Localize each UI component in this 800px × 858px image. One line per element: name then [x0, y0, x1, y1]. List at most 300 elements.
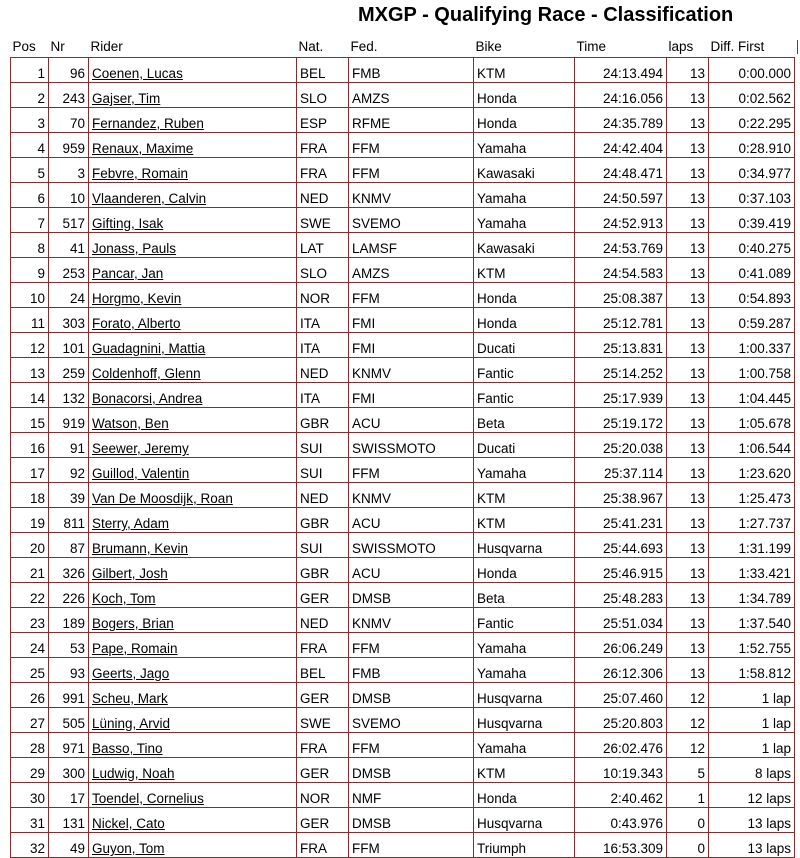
federation-cell: FFM — [349, 133, 474, 158]
bike-cell: Fantic — [474, 608, 575, 633]
pos-cell: 26 — [11, 683, 49, 708]
time-cell: 25:17.939 — [575, 383, 667, 408]
pos-cell: 5 — [11, 158, 49, 183]
laps-cell: 12 — [667, 708, 709, 733]
diff-first-cell: 13 laps — [709, 833, 795, 858]
laps-cell: 13 — [667, 458, 709, 483]
nationality-cell: GER — [297, 758, 349, 783]
pos-cell: 4 — [11, 133, 49, 158]
rider-cell — [89, 783, 297, 808]
bike-cell: Yamaha — [474, 458, 575, 483]
rider-cell — [89, 483, 297, 508]
bike-cell: Ducati — [474, 433, 575, 458]
rider-link[interactable]: Guillod, Valentin — [92, 466, 190, 481]
number-cell: 93 — [49, 658, 89, 683]
laps-cell: 0 — [667, 833, 709, 858]
pos-cell: 19 — [11, 508, 49, 533]
table-row — [11, 158, 795, 183]
diff-first-cell: 1 lap — [709, 708, 795, 733]
laps-cell: 13 — [667, 258, 709, 283]
rider-link[interactable]: Guadagnini, Mattia — [92, 341, 206, 356]
table-body — [11, 58, 795, 858]
table-row — [11, 733, 795, 758]
rider-link[interactable]: Gajser, Tim — [92, 91, 161, 106]
federation-cell: DMSB — [349, 758, 474, 783]
diff-first-cell: 12 laps — [709, 783, 795, 808]
bike-cell: Beta — [474, 583, 575, 608]
diff-first-cell: 0:54.893 — [709, 283, 795, 308]
nationality-cell: SLO — [297, 258, 349, 283]
pos-cell: 18 — [11, 483, 49, 508]
pos-cell: 9 — [11, 258, 49, 283]
number-cell: 41 — [49, 233, 89, 258]
rider-link[interactable]: Watson, Ben — [92, 416, 169, 431]
diff-first-cell: 1:06.544 — [709, 433, 795, 458]
pos-cell: 16 — [11, 433, 49, 458]
bike-cell: Yamaha — [474, 633, 575, 658]
nationality-cell: NED — [297, 358, 349, 383]
time-cell: 26:02.476 — [575, 733, 667, 758]
number-cell: 101 — [49, 333, 89, 358]
col-header-nat: Nat. — [297, 36, 349, 58]
rider-cell — [89, 308, 297, 333]
time-cell: 24:52.913 — [575, 208, 667, 233]
pos-cell: 30 — [11, 783, 49, 808]
rider-link[interactable]: Bogers, Brian — [92, 616, 174, 631]
table-row — [11, 333, 795, 358]
diff-first-cell: 1:52.755 — [709, 633, 795, 658]
rider-link[interactable]: Gifting, Isak — [92, 216, 164, 231]
time-cell: 24:13.494 — [575, 58, 667, 83]
time-cell: 24:54.583 — [575, 258, 667, 283]
laps-cell: 13 — [667, 183, 709, 208]
federation-cell: FMB — [349, 58, 474, 83]
laps-cell: 5 — [667, 758, 709, 783]
rider-cell — [89, 458, 297, 483]
rider-cell — [89, 533, 297, 558]
number-cell: 959 — [49, 133, 89, 158]
rider-link[interactable]: Febvre, Romain — [92, 166, 189, 181]
pos-cell: 15 — [11, 408, 49, 433]
diff-first-cell: 1:34.789 — [709, 583, 795, 608]
rider-link[interactable]: Horgmo, Kevin — [92, 291, 182, 306]
table-edge-divider — [797, 40, 798, 54]
pos-cell: 7 — [11, 208, 49, 233]
laps-cell: 13 — [667, 658, 709, 683]
rider-link[interactable]: Ludwig, Noah — [92, 766, 175, 781]
number-cell: 24 — [49, 283, 89, 308]
bike-cell: Kawasaki — [474, 233, 575, 258]
bike-cell: Husqvarna — [474, 808, 575, 833]
time-cell: 24:48.471 — [575, 158, 667, 183]
nationality-cell: FRA — [297, 158, 349, 183]
federation-cell: FMI — [349, 308, 474, 333]
number-cell: 132 — [49, 383, 89, 408]
table-row — [11, 783, 795, 808]
col-header-bike: Bike — [474, 36, 575, 58]
nationality-cell: SUI — [297, 458, 349, 483]
rider-link[interactable]: Van De Moosdijk, Roan — [92, 491, 233, 506]
laps-cell: 13 — [667, 58, 709, 83]
federation-cell: FFM — [349, 633, 474, 658]
nationality-cell: SUI — [297, 433, 349, 458]
diff-first-cell: 1:25.473 — [709, 483, 795, 508]
table-row — [11, 833, 795, 858]
rider-cell — [89, 408, 297, 433]
number-cell: 39 — [49, 483, 89, 508]
laps-cell: 13 — [667, 433, 709, 458]
nationality-cell: BEL — [297, 658, 349, 683]
federation-cell: ACU — [349, 408, 474, 433]
pos-cell: 20 — [11, 533, 49, 558]
number-cell: 92 — [49, 458, 89, 483]
diff-first-cell: 1:00.758 — [709, 358, 795, 383]
time-cell: 25:12.781 — [575, 308, 667, 333]
nationality-cell: GER — [297, 583, 349, 608]
nationality-cell: GER — [297, 808, 349, 833]
table-row — [11, 58, 795, 83]
number-cell: 10 — [49, 183, 89, 208]
bike-cell: Honda — [474, 558, 575, 583]
rider-cell — [89, 283, 297, 308]
diff-first-cell: 0:41.089 — [709, 258, 795, 283]
time-cell: 26:06.249 — [575, 633, 667, 658]
nationality-cell: NOR — [297, 783, 349, 808]
table-row — [11, 508, 795, 533]
rider-cell — [89, 683, 297, 708]
time-cell: 24:35.789 — [575, 108, 667, 133]
federation-cell: SVEMO — [349, 208, 474, 233]
rider-cell — [89, 333, 297, 358]
time-cell: 24:50.597 — [575, 183, 667, 208]
laps-cell: 13 — [667, 333, 709, 358]
laps-cell: 13 — [667, 108, 709, 133]
table-row — [11, 433, 795, 458]
bike-cell: KTM — [474, 258, 575, 283]
number-cell: 517 — [49, 208, 89, 233]
bike-cell: Honda — [474, 83, 575, 108]
time-cell: 25:08.387 — [575, 283, 667, 308]
bike-cell: Husqvarna — [474, 708, 575, 733]
bike-cell: Honda — [474, 308, 575, 333]
nationality-cell: NED — [297, 608, 349, 633]
diff-first-cell: 1:04.445 — [709, 383, 795, 408]
diff-first-cell: 1:05.678 — [709, 408, 795, 433]
rider-cell — [89, 208, 297, 233]
laps-cell: 13 — [667, 383, 709, 408]
rider-link[interactable]: Coenen, Lucas — [92, 66, 183, 81]
diff-first-cell: 0:28.910 — [709, 133, 795, 158]
rider-link[interactable]: Geerts, Jago — [92, 666, 170, 681]
rider-link[interactable]: Fernandez, Ruben — [92, 116, 204, 131]
time-cell: 25:13.831 — [575, 333, 667, 358]
time-cell: 24:53.769 — [575, 233, 667, 258]
rider-cell — [89, 833, 297, 858]
federation-cell: KNMV — [349, 358, 474, 383]
bike-cell: KTM — [474, 758, 575, 783]
time-cell: 16:53.309 — [575, 833, 667, 858]
pos-cell: 31 — [11, 808, 49, 833]
rider-link[interactable]: Renaux, Maxime — [92, 141, 194, 156]
nationality-cell: GBR — [297, 558, 349, 583]
diff-first-cell: 1:58.812 — [709, 658, 795, 683]
table-row — [11, 708, 795, 733]
time-cell: 25:37.114 — [575, 458, 667, 483]
time-cell: 25:46.915 — [575, 558, 667, 583]
nationality-cell: ITA — [297, 383, 349, 408]
pos-cell: 8 — [11, 233, 49, 258]
col-header-laps: laps — [667, 36, 709, 58]
laps-cell: 13 — [667, 558, 709, 583]
table-row — [11, 808, 795, 833]
diff-first-cell: 1:23.620 — [709, 458, 795, 483]
nationality-cell: BEL — [297, 58, 349, 83]
rider-cell — [89, 733, 297, 758]
diff-first-cell: 1 lap — [709, 683, 795, 708]
federation-cell: ACU — [349, 558, 474, 583]
federation-cell: ACU — [349, 508, 474, 533]
bike-cell: Honda — [474, 283, 575, 308]
laps-cell: 13 — [667, 133, 709, 158]
federation-cell: KNMV — [349, 183, 474, 208]
laps-cell: 1 — [667, 783, 709, 808]
rider-link[interactable]: Jonass, Pauls — [92, 241, 177, 256]
bike-cell: Fantic — [474, 358, 575, 383]
pos-cell: 11 — [11, 308, 49, 333]
laps-cell: 0 — [667, 808, 709, 833]
federation-cell: FFM — [349, 733, 474, 758]
page-title: MXGP - Qualifying Race - Classification — [358, 4, 734, 26]
number-cell: 87 — [49, 533, 89, 558]
number-cell: 91 — [49, 433, 89, 458]
bike-cell: Husqvarna — [474, 683, 575, 708]
pos-cell: 21 — [11, 558, 49, 583]
rider-link[interactable]: Pape, Romain — [92, 641, 178, 656]
diff-first-cell: 0:39.419 — [709, 208, 795, 233]
bike-cell: Yamaha — [474, 733, 575, 758]
nationality-cell: ITA — [297, 333, 349, 358]
number-cell: 300 — [49, 758, 89, 783]
nationality-cell: ITA — [297, 308, 349, 333]
col-header-pos: Pos — [11, 36, 49, 58]
rider-link[interactable]: Vlaanderen, Calvin — [92, 191, 207, 206]
table-row — [11, 283, 795, 308]
pos-cell: 1 — [11, 58, 49, 83]
laps-cell: 13 — [667, 508, 709, 533]
federation-cell: DMSB — [349, 683, 474, 708]
rider-link[interactable]: Pancar, Jan — [92, 266, 164, 281]
laps-cell: 13 — [667, 408, 709, 433]
time-cell: 0:43.976 — [575, 808, 667, 833]
table-row — [11, 558, 795, 583]
pos-cell: 17 — [11, 458, 49, 483]
rider-link[interactable]: Koch, Tom — [92, 591, 156, 606]
table-row — [11, 533, 795, 558]
rider-link[interactable]: Lüning, Arvid — [92, 716, 171, 731]
pos-cell: 23 — [11, 608, 49, 633]
laps-cell: 13 — [667, 358, 709, 383]
bike-cell: Husqvarna — [474, 533, 575, 558]
pos-cell: 27 — [11, 708, 49, 733]
diff-first-cell: 0:40.275 — [709, 233, 795, 258]
number-cell: 326 — [49, 558, 89, 583]
time-cell: 24:42.404 — [575, 133, 667, 158]
rider-link[interactable]: Forato, Alberto — [92, 316, 181, 331]
number-cell: 505 — [49, 708, 89, 733]
number-cell: 259 — [49, 358, 89, 383]
number-cell: 70 — [49, 108, 89, 133]
bike-cell: Yamaha — [474, 208, 575, 233]
rider-link[interactable]: Scheu, Mark — [92, 691, 168, 706]
laps-cell: 13 — [667, 583, 709, 608]
diff-first-cell: 1:27.737 — [709, 508, 795, 533]
nationality-cell: SWE — [297, 208, 349, 233]
time-cell: 25:14.252 — [575, 358, 667, 383]
rider-link[interactable]: Bonacorsi, Andrea — [92, 391, 203, 406]
nationality-cell: SUI — [297, 533, 349, 558]
number-cell: 253 — [49, 258, 89, 283]
federation-cell: LAMSF — [349, 233, 474, 258]
time-cell: 25:07.460 — [575, 683, 667, 708]
bike-cell: Ducati — [474, 333, 575, 358]
table-row — [11, 458, 795, 483]
rider-link[interactable]: Sterry, Adam — [92, 516, 170, 531]
nationality-cell: FRA — [297, 133, 349, 158]
rider-link[interactable]: Nickel, Cato — [92, 816, 165, 831]
nationality-cell: NED — [297, 483, 349, 508]
time-cell: 25:51.034 — [575, 608, 667, 633]
rider-cell — [89, 258, 297, 283]
table-row — [11, 308, 795, 333]
nationality-cell: SLO — [297, 83, 349, 108]
number-cell: 96 — [49, 58, 89, 83]
nationality-cell: FRA — [297, 733, 349, 758]
federation-cell: DMSB — [349, 808, 474, 833]
laps-cell: 13 — [667, 308, 709, 333]
table-row — [11, 83, 795, 108]
laps-cell: 13 — [667, 208, 709, 233]
rider-link[interactable]: Gilbert, Josh — [92, 566, 168, 581]
federation-cell: RFME — [349, 108, 474, 133]
rider-cell — [89, 233, 297, 258]
pos-cell: 25 — [11, 658, 49, 683]
col-header-nr: Nr — [49, 36, 89, 58]
laps-cell: 13 — [667, 283, 709, 308]
col-header-rider: Rider — [89, 36, 297, 58]
nationality-cell: FRA — [297, 833, 349, 858]
pos-cell: 13 — [11, 358, 49, 383]
rider-link[interactable]: Toendel, Cornelius — [92, 791, 204, 806]
rider-cell — [89, 658, 297, 683]
rider-cell — [89, 608, 297, 633]
table-row — [11, 108, 795, 133]
rider-link[interactable]: Brumann, Kevin — [92, 541, 189, 556]
rider-link[interactable]: Guyon, Tom — [92, 841, 165, 856]
diff-first-cell: 8 laps — [709, 758, 795, 783]
time-cell: 10:19.343 — [575, 758, 667, 783]
nationality-cell: SWE — [297, 708, 349, 733]
time-cell: 25:44.693 — [575, 533, 667, 558]
table-row — [11, 258, 795, 283]
table-row — [11, 658, 795, 683]
time-cell: 25:20.803 — [575, 708, 667, 733]
table-row — [11, 133, 795, 158]
nationality-cell: NED — [297, 183, 349, 208]
rider-cell — [89, 508, 297, 533]
laps-cell: 12 — [667, 683, 709, 708]
rider-link[interactable]: Coldenhoff, Glenn — [92, 366, 201, 381]
diff-first-cell: 1:37.540 — [709, 608, 795, 633]
diff-first-cell: 0:34.977 — [709, 158, 795, 183]
time-cell: 25:41.231 — [575, 508, 667, 533]
federation-cell: DMSB — [349, 583, 474, 608]
bike-cell: Fantic — [474, 383, 575, 408]
table-row — [11, 583, 795, 608]
laps-cell: 13 — [667, 633, 709, 658]
pos-cell: 10 — [11, 283, 49, 308]
pos-cell: 24 — [11, 633, 49, 658]
rider-cell — [89, 158, 297, 183]
diff-first-cell: 0:22.295 — [709, 108, 795, 133]
laps-cell: 13 — [667, 83, 709, 108]
federation-cell: FFM — [349, 833, 474, 858]
laps-cell: 12 — [667, 733, 709, 758]
pos-cell: 14 — [11, 383, 49, 408]
time-cell: 2:40.462 — [575, 783, 667, 808]
number-cell: 971 — [49, 733, 89, 758]
bike-cell: KTM — [474, 483, 575, 508]
table-row — [11, 233, 795, 258]
federation-cell: FMI — [349, 383, 474, 408]
time-cell: 26:12.306 — [575, 658, 667, 683]
laps-cell: 13 — [667, 483, 709, 508]
rider-link[interactable]: Seewer, Jeremy — [92, 441, 189, 456]
rider-cell — [89, 583, 297, 608]
classification-table — [10, 36, 795, 858]
table-row — [11, 608, 795, 633]
time-cell: 25:48.283 — [575, 583, 667, 608]
diff-first-cell: 1:31.199 — [709, 533, 795, 558]
rider-cell — [89, 383, 297, 408]
pos-cell: 28 — [11, 733, 49, 758]
rider-cell — [89, 83, 297, 108]
bike-cell: Honda — [474, 783, 575, 808]
number-cell: 49 — [49, 833, 89, 858]
federation-cell: FMI — [349, 333, 474, 358]
bike-cell: Yamaha — [474, 183, 575, 208]
table-row — [11, 408, 795, 433]
rider-cell — [89, 133, 297, 158]
time-cell: 25:20.038 — [575, 433, 667, 458]
number-cell: 3 — [49, 158, 89, 183]
rider-cell — [89, 58, 297, 83]
federation-cell: SWISSMOTO — [349, 533, 474, 558]
federation-cell: FFM — [349, 458, 474, 483]
time-cell: 25:19.172 — [575, 408, 667, 433]
rider-cell — [89, 633, 297, 658]
table-row — [11, 383, 795, 408]
rider-cell — [89, 358, 297, 383]
rider-cell — [89, 558, 297, 583]
federation-cell: SWISSMOTO — [349, 433, 474, 458]
nationality-cell: GER — [297, 683, 349, 708]
rider-link[interactable]: Basso, Tino — [92, 741, 163, 756]
federation-cell: KNMV — [349, 608, 474, 633]
table-header-row — [11, 36, 795, 58]
rider-cell — [89, 758, 297, 783]
bike-cell: Beta — [474, 408, 575, 433]
table-row — [11, 683, 795, 708]
